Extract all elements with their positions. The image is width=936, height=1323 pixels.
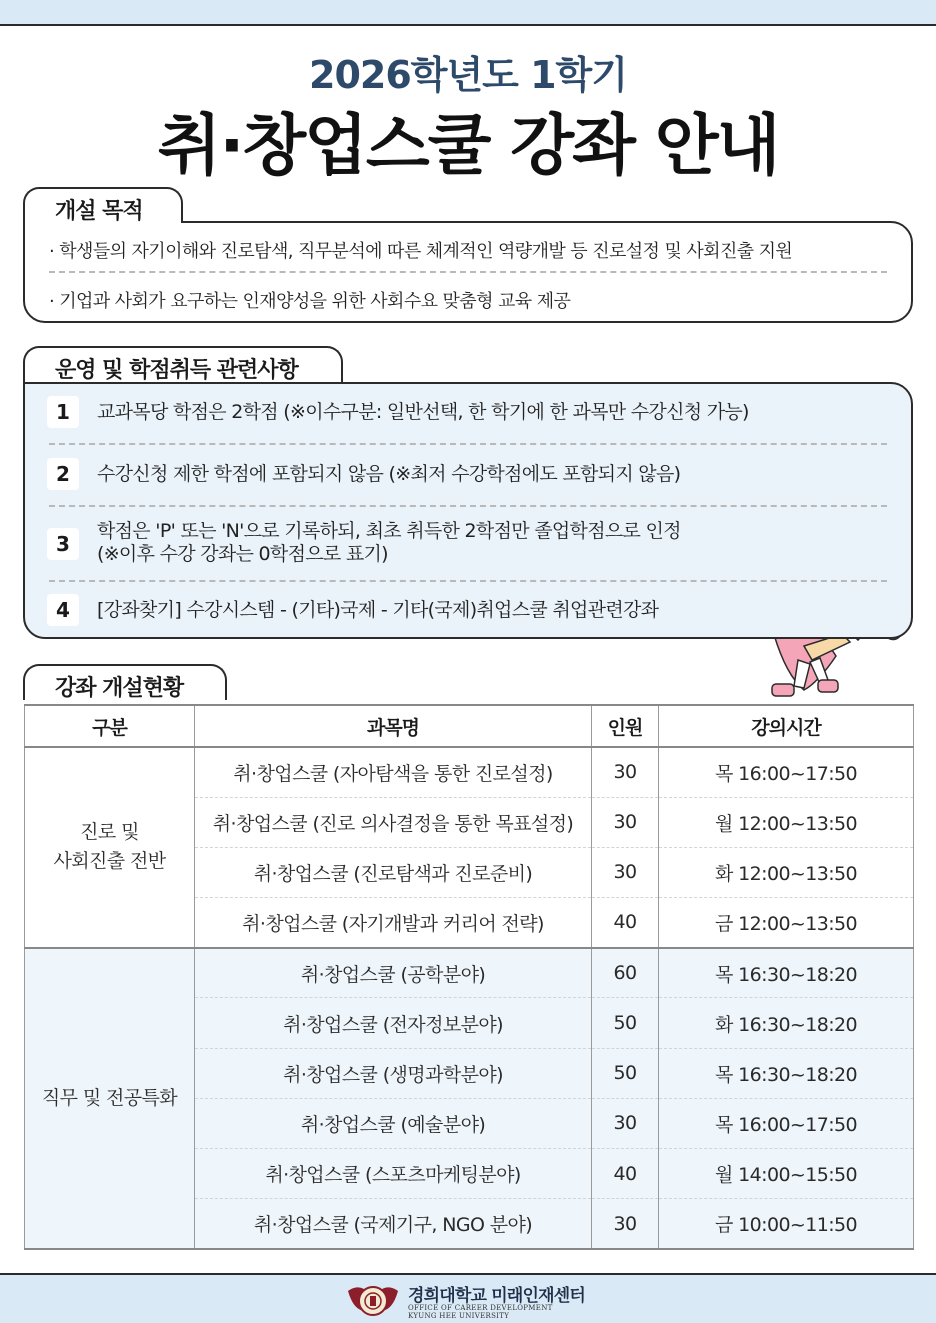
number-badge: 4 <box>47 594 79 626</box>
course-time: 목 16:00~17:50 <box>659 1098 914 1148</box>
course-name: 취·창업스쿨 (진로 의사결정을 통한 목표설정) <box>195 797 592 847</box>
number-badge: 3 <box>47 528 79 560</box>
course-name: 취·창업스쿨 (전자정보분야) <box>195 998 592 1048</box>
operation-item <box>47 594 889 628</box>
course-time: 목 16:30~18:20 <box>659 1048 914 1098</box>
operation-text: 학점은 'P' 또는 'N'으로 기록하되, 최초 취득한 2학점만 졸업학점으로 인정 <box>97 520 681 542</box>
course-name: 취·창업스쿨 (공학분야) <box>195 948 592 998</box>
col-header-count: 인원 <box>592 705 659 747</box>
org-name-en-line: OFFICE OF CAREER DEVELOPMENT <box>408 1304 553 1312</box>
course-count: 50 <box>592 998 659 1048</box>
purpose-box <box>23 221 913 323</box>
purpose-item: · 기업과 사회가 요구하는 인재양성을 위한 사회수요 맞춤형 교육 제공 <box>49 291 571 312</box>
table-row <box>25 747 914 797</box>
course-time: 금 10:00~11:50 <box>659 1199 914 1249</box>
courses-tab: 강좌 개설현황 <box>23 664 227 700</box>
course-time: 화 16:30~18:20 <box>659 998 914 1048</box>
operation-item <box>47 396 889 430</box>
col-header-time: 강의시간 <box>659 705 914 747</box>
top-band <box>0 0 936 26</box>
org-name-en-line: KYUNG HEE UNIVERSITY <box>408 1312 510 1320</box>
course-count: 40 <box>592 898 659 948</box>
university-seal-icon <box>346 1281 400 1319</box>
operation-tab: 운영 및 학점취득 관련사항 <box>23 346 343 382</box>
course-name: 취·창업스쿨 (예술분야) <box>195 1098 592 1148</box>
divider <box>49 443 887 445</box>
category-cell <box>25 948 195 1249</box>
course-count: 30 <box>592 847 659 897</box>
course-name: 취·창업스쿨 (자아탐색을 통한 진로설정) <box>195 747 592 797</box>
divider <box>49 271 887 273</box>
category-label: 사회진출 전반 <box>53 850 166 873</box>
course-count: 30 <box>592 1199 659 1249</box>
operation-text-note: (※이후 수강 강좌는 0학점으로 표기) <box>97 543 388 565</box>
course-time: 월 12:00~13:50 <box>659 797 914 847</box>
number-badge: 1 <box>47 396 79 428</box>
footer <box>0 1273 936 1323</box>
org-name-en <box>408 1304 553 1320</box>
page-subtitle: 2026학년도 1학기 <box>309 53 627 97</box>
operation-box <box>23 382 913 639</box>
course-time: 금 12:00~13:50 <box>659 898 914 948</box>
course-time: 월 14:00~15:50 <box>659 1149 914 1199</box>
col-header-course: 과목명 <box>195 705 592 747</box>
table-row <box>25 948 914 998</box>
category-label: 직무 및 전공특화 <box>41 1086 178 1109</box>
number-badge: 2 <box>47 458 79 490</box>
course-time: 화 12:00~13:50 <box>659 847 914 897</box>
operation-text: 교과목당 학점은 2학점 (※이수구분: 일반선택, 한 학기에 한 과목만 수강신청 가능) <box>97 401 749 423</box>
course-time: 목 16:30~18:20 <box>659 948 914 998</box>
divider <box>49 580 887 582</box>
category-label: 진로 및 <box>80 821 139 844</box>
purpose-item: · 학생들의 자기이해와 진로탐색, 직무분석에 따른 체계적인 역량개발 등 진로설정 및 사회진출 지원 <box>49 241 793 262</box>
operation-item <box>47 519 889 569</box>
course-name: 취·창업스쿨 (국제기구, NGO 분야) <box>195 1199 592 1249</box>
col-header-category: 구분 <box>25 705 195 747</box>
course-count: 60 <box>592 948 659 998</box>
course-name: 취·창업스쿨 (생명과학분야) <box>195 1048 592 1098</box>
course-count: 40 <box>592 1149 659 1199</box>
course-name: 취·창업스쿨 (자기개발과 커리어 전략) <box>195 898 592 948</box>
course-count: 30 <box>592 797 659 847</box>
category-cell <box>25 747 195 948</box>
org-name: 경희대학교 미래인재센터 <box>408 1286 585 1306</box>
course-count: 30 <box>592 747 659 797</box>
course-name: 취·창업스쿨 (진로탐색과 진로준비) <box>195 847 592 897</box>
operation-item <box>47 458 889 492</box>
course-name: 취·창업스쿨 (스포츠마케팅분야) <box>195 1149 592 1199</box>
course-count: 30 <box>592 1098 659 1148</box>
table-header-row <box>25 705 914 747</box>
course-time: 목 16:00~17:50 <box>659 747 914 797</box>
course-count: 50 <box>592 1048 659 1098</box>
purpose-tab: 개설 목적 <box>23 187 183 223</box>
operation-text: 수강신청 제한 학점에 포함되지 않음 (※최저 수강학점에도 포함되지 않음) <box>97 463 681 485</box>
operation-text: [강좌찾기] 수강시스템 - (기타)국제 - 기타(국제)취업스쿨 취업관련강좌 <box>97 599 659 621</box>
courses-table <box>24 704 914 1250</box>
divider <box>49 505 887 507</box>
page-title: 취·창업스쿨 강좌 안내 <box>157 107 779 184</box>
